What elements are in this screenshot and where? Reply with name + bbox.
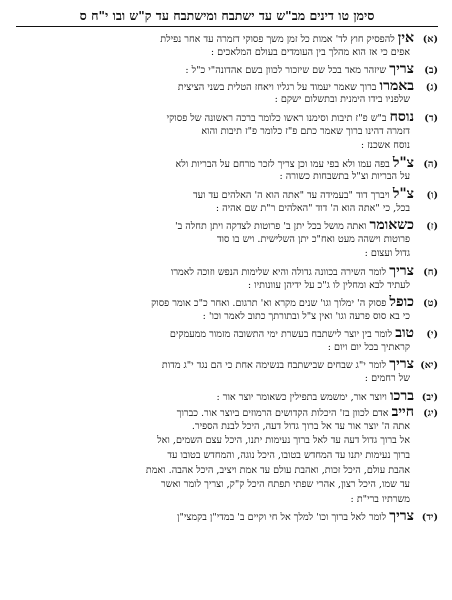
lead-word: אין xyxy=(397,31,414,46)
line-text: משרתיו ברי"ת : xyxy=(350,493,410,505)
section-3 xyxy=(16,79,438,108)
line-text: אתה ה' יוצר אור עד אל ברוך גדול דעה, היכל לבנת הספיר. xyxy=(191,420,410,432)
line-text: אל ברוך גדול דעה עד לאל ברוך נעימות יתנו, היכל עצם השמים, ואל xyxy=(157,435,410,447)
lead-word: נוסח xyxy=(389,109,414,125)
text-line xyxy=(16,420,438,435)
section-number: (ג) xyxy=(425,81,438,93)
text-line xyxy=(16,125,438,140)
line-text: ב"ש פ"ז תיבות וסימנו ראשו כלומר ברכה ראשונה של פסוקי xyxy=(166,112,387,124)
line-text: בפה עמו ולא בפי עמו וכן צריך לזכר מרחם על הבריות ולא xyxy=(175,158,390,170)
section-14 xyxy=(16,509,438,524)
text-line xyxy=(16,46,438,61)
text-line xyxy=(16,434,438,449)
line-text: בכל, כי "אתה הוא ה' דוד "האלהים ר"ת שם אהיה : xyxy=(215,202,410,214)
section-number: (ט) xyxy=(423,298,438,310)
line-text: אפים כי אז הוא מהלך בין העומדים בעולם המלאכים : xyxy=(210,46,410,58)
section-number: (ז) xyxy=(426,221,438,233)
text-line xyxy=(16,170,438,185)
text-line xyxy=(16,372,438,387)
line-text: לומר י"ג שבחים שבישתבח בנשימה אחת כי הם נגד י"ג מדות xyxy=(161,360,387,372)
section-number: (ד) xyxy=(424,112,438,124)
text-line xyxy=(16,110,438,125)
text-line xyxy=(16,464,438,479)
text-line xyxy=(16,279,438,294)
text-line xyxy=(16,310,438,325)
line-text: עד שמו, היכל רצון, אהרי שפתי תפתח היכל ק"ק, וצריך לומר ואשר xyxy=(161,479,410,491)
line-text: דזמרה דהינו ברוך שאמר כתם פ"ז כלומר פ"ז תיבות והוא xyxy=(201,125,410,137)
text-line xyxy=(16,187,438,202)
text-line xyxy=(16,509,438,524)
section-9 xyxy=(16,295,438,324)
text-line xyxy=(16,139,438,154)
line-text: ויברך דוד "בעמידה עד "אתה הוא ה' האלהים עד ועד xyxy=(193,189,390,201)
lead-word: צריך xyxy=(389,357,414,373)
line-text: פרוטות וישהה מעט ואח"כ יתן השלישית. ויש בו סוד xyxy=(216,233,410,245)
section-2 xyxy=(16,62,438,77)
text-line xyxy=(16,31,438,46)
section-number: (ח) xyxy=(423,266,438,278)
lead-word: צ"ל xyxy=(392,155,414,171)
text-line xyxy=(16,264,438,279)
section-6 xyxy=(16,187,438,216)
line-text: לומר בין יוצר לישתבח בעשרת ימי התשובה מזמור ממעמקים xyxy=(169,329,393,341)
line-text: לעתיד לבא ומחלין לו ג"כ על ידיהן עוונותיו : xyxy=(247,279,410,291)
text-line xyxy=(16,405,438,420)
section-10 xyxy=(16,326,438,355)
line-text: ברוך נעימות יתנו עד המחדש בטובו, היכל נוגה, והמחדש בטובו עד xyxy=(167,450,410,462)
text-line xyxy=(16,326,438,341)
section-13 xyxy=(16,405,438,507)
text-line xyxy=(16,93,438,108)
line-text: לומר לאל ברוך וכו' למלך אל חי וקיים ב' במדי"ן בקמצי"ן xyxy=(177,512,387,524)
text-line xyxy=(16,478,438,493)
lead-word: כשאומר xyxy=(369,218,414,233)
section-number: (ה) xyxy=(423,158,438,170)
line-text: על הבריות וצ"ל בתשבחות כשורה : xyxy=(279,171,410,183)
line-text: אדם לכוון בז' היכלות הקדושים הרמוזים ביוצר אור. כברוך xyxy=(176,408,389,420)
section-number: (יד) xyxy=(421,512,438,524)
section-number: (א) xyxy=(422,34,438,45)
line-text: של רחמים : xyxy=(364,373,410,385)
section-number: (ו) xyxy=(426,189,438,201)
line-text: אהבת עולם, היכל זכות, ואהבת עולם עד אמת ויציב, היכל אהבה. ואמת xyxy=(145,464,410,476)
lead-word: טוב xyxy=(395,326,414,341)
line-text: שיזהר מאד בכל שם שיזכור לכוון בשם אהדונה"י כ"ל : xyxy=(185,65,387,77)
lead-word: צריך xyxy=(389,263,414,279)
page-header: סימן טו דינים מב"ש עד ישתבח ומישתבח עד ק"ש ובו י"ח ס xyxy=(16,8,438,27)
lead-word: כופל xyxy=(389,295,414,310)
line-text: ואתה מושל בכל יתן ב' פרוטות לצדקה ויתן תחלה ב' xyxy=(174,221,367,233)
lead-word: צריך xyxy=(389,509,414,524)
section-4 xyxy=(16,110,438,154)
section-11 xyxy=(16,357,438,386)
section-5 xyxy=(16,156,438,185)
lead-word: ברכו xyxy=(389,388,414,404)
text-line xyxy=(16,295,438,310)
text-line xyxy=(16,449,438,464)
text-line xyxy=(16,357,438,372)
text-line xyxy=(16,389,438,404)
text-line xyxy=(16,341,438,356)
section-8 xyxy=(16,264,438,293)
text-line xyxy=(16,218,438,233)
text-line xyxy=(16,156,438,171)
section-number: (יב) xyxy=(421,391,438,403)
text-line xyxy=(16,493,438,508)
line-text: פסוק ה' ימלוך וגו' שנים מקרא וא' תרגום. ואחר כ"כ אומר פסוק xyxy=(151,298,387,310)
document-body xyxy=(16,31,438,524)
text-line xyxy=(16,247,438,262)
line-text: לומר השירה בכוונה גדולה והיא שלימות הנפש וזוכה לאמרו xyxy=(170,266,387,278)
text-line xyxy=(16,62,438,77)
text-line xyxy=(16,233,438,248)
line-text: ברוך שאמר יעמוד על רגליו ויאחז הטלית בשני הציצית xyxy=(177,81,377,93)
line-text: כי בא סוס פרעה וגו' ואין צ"ל ובתורתך כתוב לאמר וכו' : xyxy=(202,310,410,322)
lead-word: צריך xyxy=(389,62,414,77)
section-number: (ב) xyxy=(424,65,438,77)
section-1 xyxy=(16,31,438,60)
section-number: (י) xyxy=(426,329,438,341)
section-7 xyxy=(16,218,438,262)
line-text: נוסח אשכנז : xyxy=(360,140,410,152)
section-number: (יג) xyxy=(423,408,438,420)
lead-word: באמרו xyxy=(379,78,414,94)
section-12 xyxy=(16,389,438,404)
section-number: (יא) xyxy=(420,360,438,372)
text-line xyxy=(16,202,438,217)
line-text: שלפניו בידו הימנית ובתשלום ישקם : xyxy=(274,94,410,106)
line-text: גדול ועצום : xyxy=(364,248,410,260)
line-text: קראתיך בכל יום ויום : xyxy=(327,341,410,353)
lead-word: חייב xyxy=(391,405,414,420)
lead-word: צ"ל xyxy=(392,186,414,202)
line-text: ויוצר אור, ימשמש בתפילין כשאומר יוצר אור : xyxy=(216,391,387,403)
text-line xyxy=(16,79,438,94)
line-text: להפסיק חוץ לד' אמות כל זמן משך פסוקי דזמרה עד אחר נפילת xyxy=(160,34,395,45)
